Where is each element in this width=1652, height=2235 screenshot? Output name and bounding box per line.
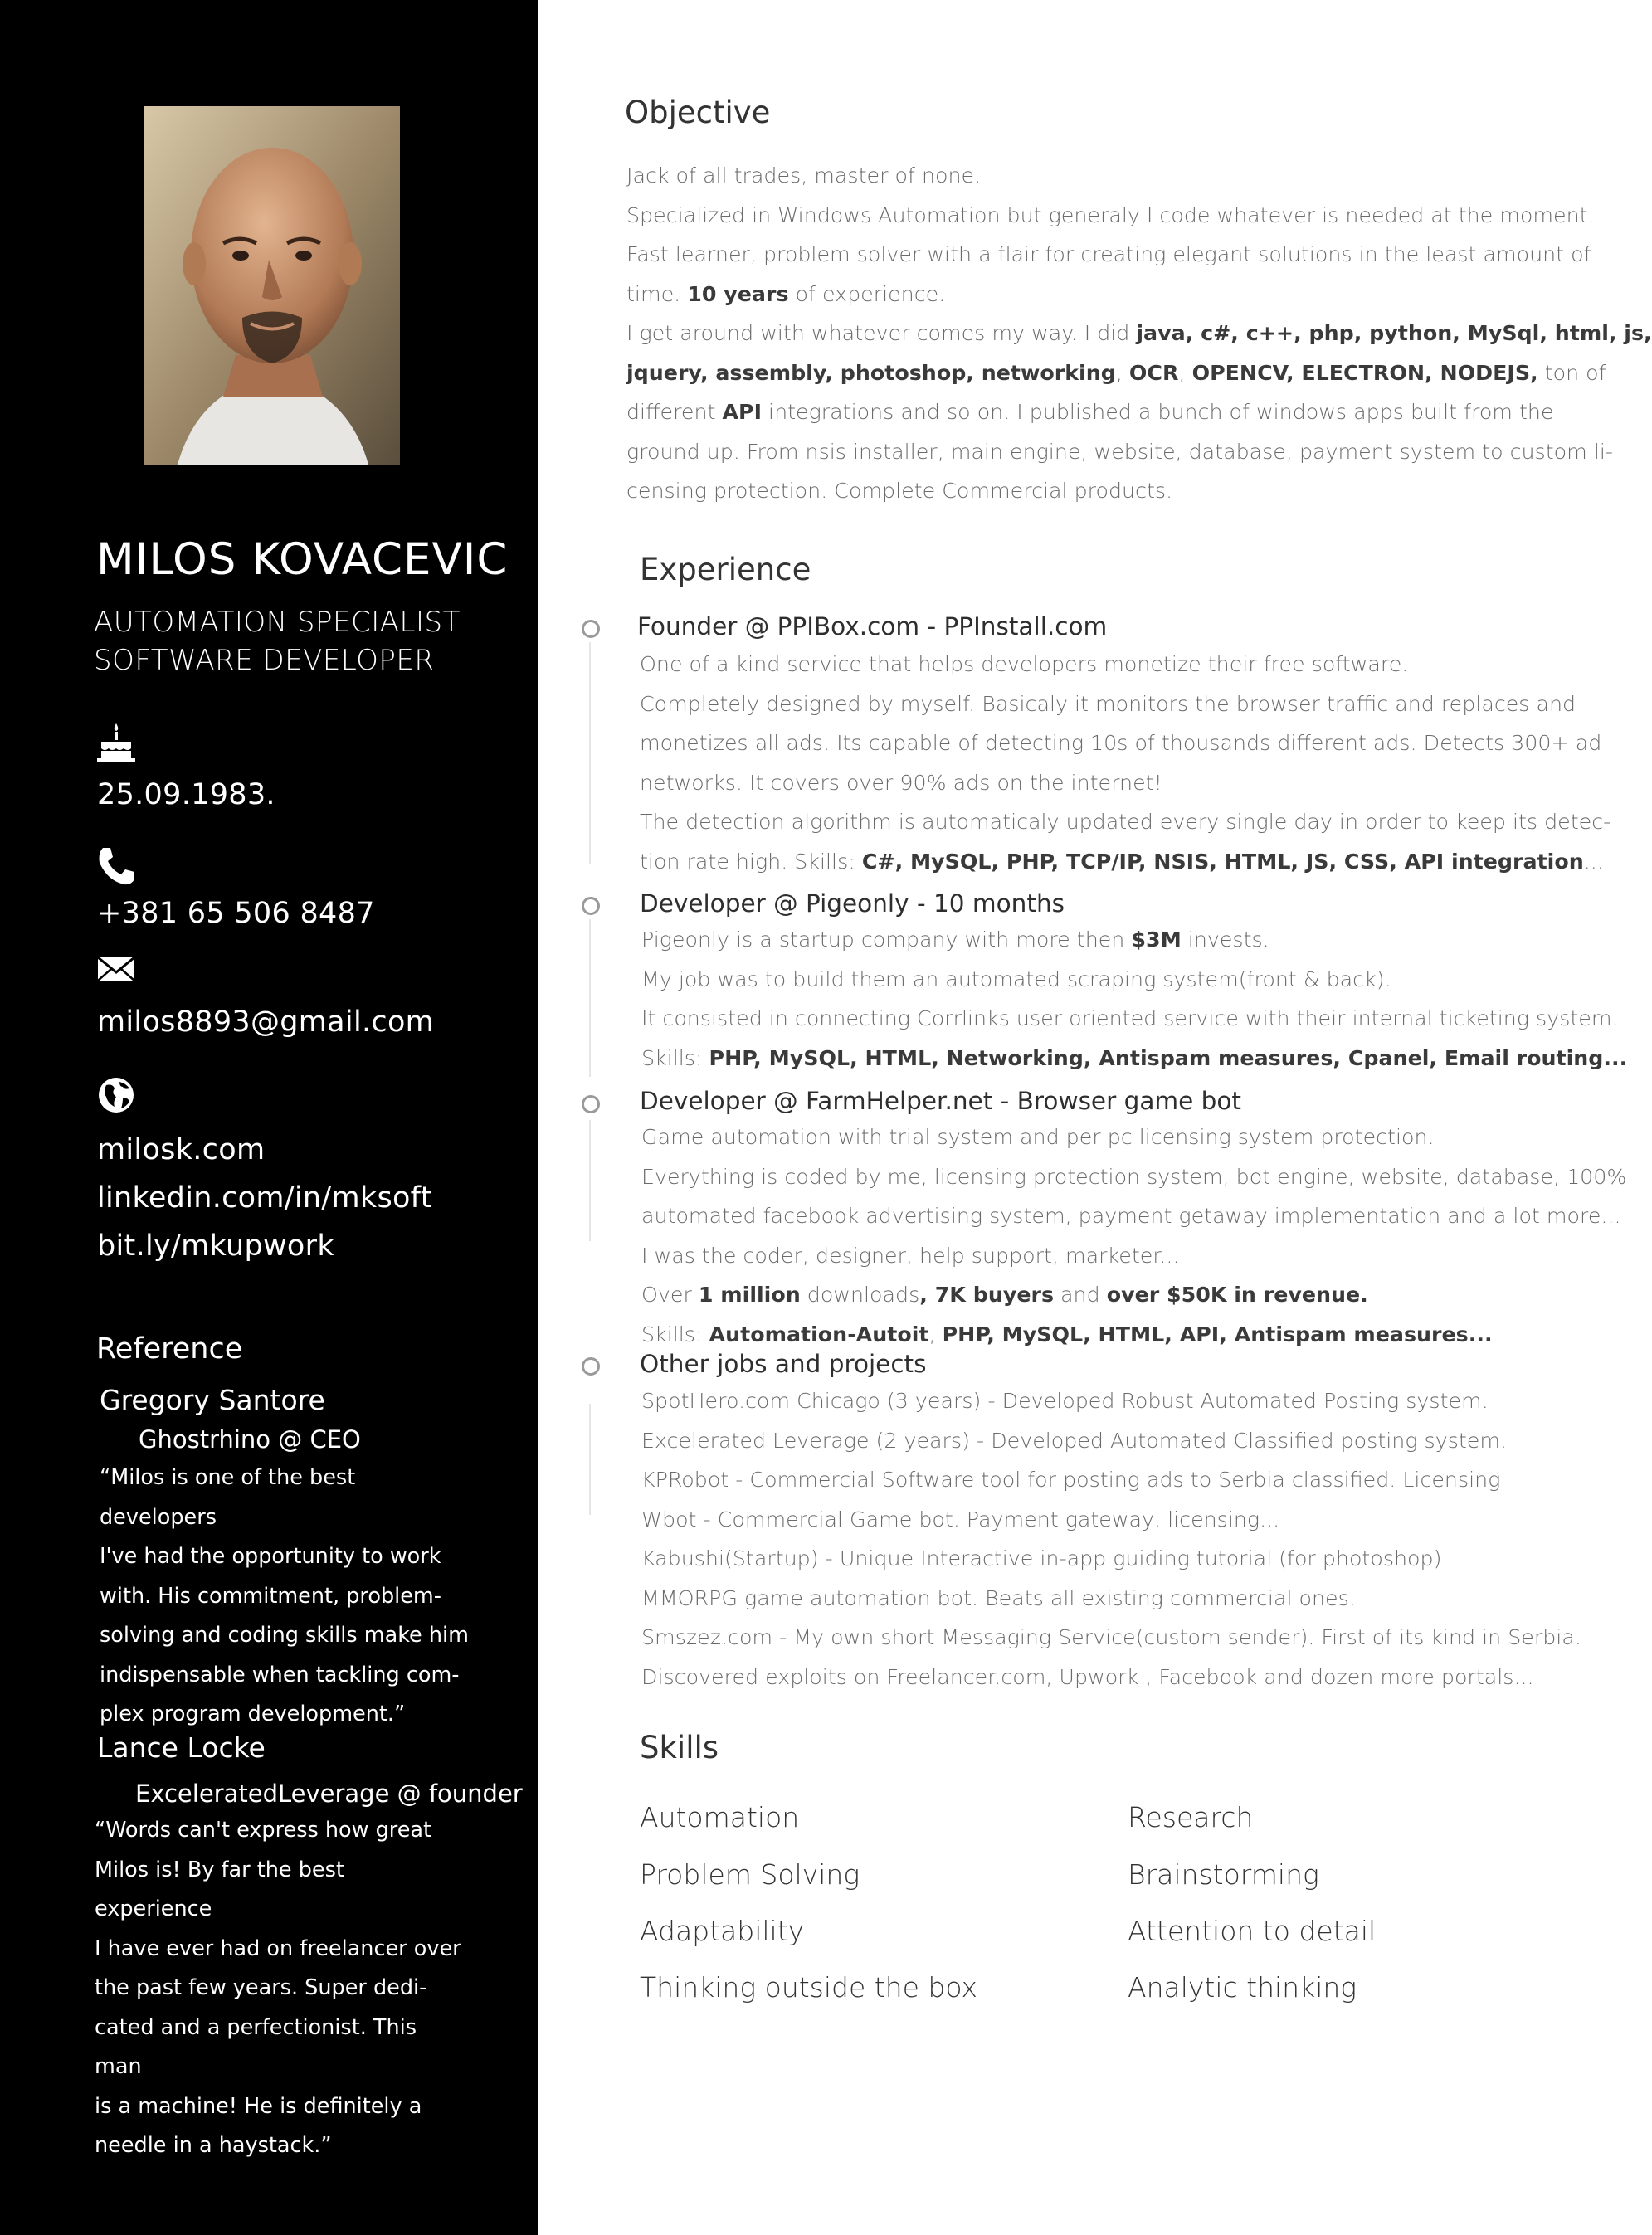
job-title: Founder @ PPIBox.com - PPInstall.com — [637, 612, 1108, 640]
objective-heading: Objective — [625, 95, 771, 130]
objective-line: Specialized in Windows Automation but generaly I code whatever is needed at the moment. — [626, 202, 1595, 227]
globe-icon — [95, 1074, 138, 1117]
skill-item: Research — [1128, 1801, 1254, 1833]
job-line: SpotHero.com Chicago (3 years) - Developed Robust Automated Posting system. — [641, 1389, 1489, 1413]
quote-line: with. His commitment, problem- — [100, 1583, 441, 1609]
phone-icon — [95, 845, 138, 888]
quote-line: cated and a perfectionist. This man — [95, 2014, 417, 2079]
job-line: Excelerated Leverage (2 years) - Developed Automated Classified posting system. — [641, 1428, 1508, 1453]
job-line: Pigeonly is a startup company with more then $3M invests. — [641, 928, 1269, 952]
job-line: Skills: PHP, MySQL, HTML, Networking, Antispam measures, Cpanel, Email routing... — [641, 1045, 1628, 1070]
quote-line: plex program development.” — [100, 1702, 406, 1726]
objective-line: Fast learner, problem solver with a flair for creating elegant solutions in the least amount of — [626, 242, 1591, 266]
job-description — [641, 920, 1627, 1078]
objective-line: time. 10 years of experience. — [626, 281, 946, 306]
timeline-connector — [589, 642, 591, 864]
timeline-bullet — [582, 620, 600, 638]
job-line: tion rate high. Skills: C#, MySQL, PHP, TCP/IP, NSIS, HTML, JS, CSS, API integration... — [640, 849, 1604, 874]
sidebar — [0, 0, 538, 2235]
job-line: Skills: Automation-Autoit, PHP, MySQL, HTML, API, Antispam measures... — [641, 1322, 1493, 1346]
job-title: Other jobs and projects — [640, 1350, 927, 1378]
reference-quote — [95, 1811, 468, 2166]
job-line: Wbot - Commercial Game bot. Payment gateway, licensing... — [641, 1507, 1280, 1531]
skill-item: Problem Solving — [640, 1858, 860, 1891]
timeline-bullet — [582, 897, 600, 915]
skills-heading: Skills — [640, 1730, 719, 1765]
skill-item: Thinking outside the box — [640, 1971, 978, 2004]
quote-line: solving and coding skills make him — [100, 1623, 469, 1648]
profile-photo — [144, 106, 400, 465]
website-link[interactable]: milosk.com — [97, 1133, 266, 1166]
envelope-icon — [95, 952, 138, 986]
upwork-link[interactable]: bit.ly/mkupwork — [97, 1229, 334, 1263]
timeline-connector — [589, 1120, 591, 1241]
birthday-cake-icon — [95, 720, 138, 763]
job-line: Kabushi(Startup) - Unique Interactive in-app guiding tutorial (for photoshop) — [641, 1546, 1442, 1570]
quote-line: is a machine! He is definitely a — [95, 2093, 422, 2119]
skill-item: Adaptability — [640, 1915, 805, 1947]
job-title: Developer @ FarmHelper.net - Browser game bot — [640, 1087, 1241, 1115]
quote-line: I have ever had on freelancer over — [95, 1936, 461, 1961]
timeline-bullet — [582, 1357, 600, 1376]
job-line: Everything is coded by me, licensing protection system, bot engine, website, database, 100% — [641, 1164, 1627, 1189]
job-line: Game automation with trial system and per pc licensing system protection. — [641, 1125, 1435, 1149]
reference-name: Gregory Santore — [100, 1384, 325, 1416]
job-description — [640, 645, 1611, 881]
objective-line: different API integrations and so on. I published a bunch of windows apps built from the — [626, 400, 1554, 424]
reference-heading: Reference — [96, 1332, 243, 1366]
timeline-connector — [589, 1404, 591, 1515]
job-description — [641, 1118, 1626, 1354]
phone-number[interactable]: +381 65 506 8487 — [97, 897, 375, 930]
quote-line: I've had the opportunity to work — [100, 1544, 441, 1569]
reference-name: Lance Locke — [97, 1731, 266, 1764]
quote-line: the past few years. Super dedi- — [95, 1975, 427, 2000]
skill-item: Attention to detail — [1128, 1915, 1377, 1947]
role-line-2: SOFTWARE DEVELOPER — [94, 644, 435, 677]
role-line-1: AUTOMATION SPECIALIST — [94, 606, 461, 639]
job-line: Over 1 million downloads, 7K buyers and over $50K in revenue. — [641, 1283, 1368, 1307]
quote-line: “Words can't express how great — [95, 1818, 432, 1843]
skill-item: Analytic thinking — [1128, 1971, 1357, 2004]
reference-title: Ghostrhino @ CEO — [139, 1425, 361, 1453]
job-line: Smszez.com - My own short Messaging Service(custom sender). First of its kind in Serbia. — [641, 1625, 1581, 1649]
job-line: It consisted in connecting Corrlinks user oriented service with their internal ticketing system. — [641, 1006, 1619, 1030]
timeline-connector — [589, 919, 591, 1077]
job-description — [641, 1381, 1581, 1697]
quote-line: Milos is! By far the best experience — [95, 1857, 344, 1921]
job-line: KPRobot - Commercial Software tool for posting ads to Serbia classified. Licensing — [641, 1468, 1501, 1492]
reference-quote — [100, 1458, 473, 1735]
quote-line: “Milos is one of the best developers — [100, 1465, 356, 1530]
objective-text — [626, 156, 1652, 511]
linkedin-link[interactable]: linkedin.com/in/mksoft — [97, 1181, 432, 1215]
skill-item: Automation — [640, 1801, 800, 1833]
job-line: My job was to build them an automated scraping system(front & back). — [641, 967, 1391, 991]
job-line: networks. It covers over 90% ads on the internet! — [640, 770, 1162, 795]
experience-heading: Experience — [640, 552, 811, 587]
reference-title: ExceleratedLeverage @ founder — [135, 1780, 523, 1808]
quote-line: indispensable when tackling com- — [100, 1662, 460, 1687]
job-line: I was the coder, designer, help support, marketer... — [641, 1243, 1180, 1268]
objective-line: Jack of all trades, master of none. — [626, 163, 982, 187]
job-line: One of a kind service that helps developers monetize their free software. — [640, 652, 1409, 676]
objective-line: I get around with whatever comes my way. I did java, c#, c++, php, python, MySql, html, js, — [626, 321, 1652, 345]
timeline-bullet — [582, 1095, 600, 1113]
job-title: Developer @ Pigeonly - 10 months — [640, 889, 1065, 918]
job-line: The detection algorithm is automaticaly updated every single day in order to keep its detec- — [640, 810, 1611, 834]
full-name: MILOS KOVACEVIC — [96, 534, 509, 585]
objective-line: censing protection. Complete Commercial products. — [626, 479, 1173, 503]
objective-line: jquery, assembly, photoshop, networking, OCR, OPENCV, ELECTRON, NODEJS, ton of — [626, 360, 1606, 385]
job-line: Completely designed by myself. Basicaly it monitors the browser traffic and replaces and — [640, 691, 1576, 716]
skill-item: Brainstorming — [1128, 1858, 1319, 1891]
email-link[interactable]: milos8893@gmail.com — [97, 1006, 435, 1039]
objective-line: ground up. From nsis installer, main engine, website, database, payment system to custom li- — [626, 439, 1614, 464]
job-line: monetizes all ads. Its capable of detecting 10s of thousands different ads. Detects 300+ ad — [640, 731, 1602, 755]
quote-line: needle in a haystack.” — [95, 2133, 332, 2158]
birthdate: 25.09.1983. — [97, 778, 275, 811]
job-line: MMORPG game automation bot. Beats all existing commercial ones. — [641, 1585, 1356, 1610]
job-line: automated facebook advertising system, payment getaway implementation and a lot more... — [641, 1204, 1621, 1228]
job-line: Discovered exploits on Freelancer.com, Upwork , Facebook and dozen more portals... — [641, 1664, 1534, 1689]
